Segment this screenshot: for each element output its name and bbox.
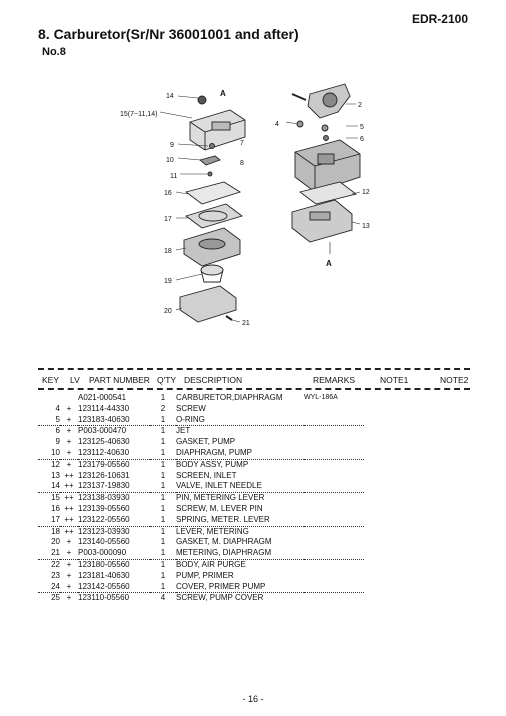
cell-desc: GASKET, PUMP — [176, 437, 236, 447]
table-header-rule — [38, 388, 470, 390]
cell-lv: + — [66, 559, 72, 569]
cell-lv: ++ — [64, 470, 74, 480]
pump-cover-part — [190, 96, 245, 150]
col-header-lv: LV — [70, 375, 80, 385]
svg-text:2: 2 — [358, 102, 362, 109]
cell-qty: 1 — [160, 393, 166, 402]
table-row — [38, 471, 364, 482]
cell-qty: 1 — [160, 570, 166, 580]
parts-table — [38, 393, 364, 604]
cell-qty: 1 — [150, 415, 176, 426]
cell-qty: 1 — [160, 437, 166, 447]
cell-remarks — [304, 437, 364, 448]
svg-text:15(7~11,14): 15(7~11,14) — [120, 111, 158, 118]
cell-desc: SCREW, PUMP COVER — [176, 593, 264, 603]
svg-text:8: 8 — [240, 160, 244, 167]
cell-desc: BODY, AIR PURGE — [176, 559, 246, 569]
cell-desc: PIN, METERING LEVER — [176, 493, 265, 503]
model-name: EDR-2100 — [411, 12, 468, 26]
table-row — [38, 526, 364, 537]
cell-qty: 1 — [150, 515, 176, 526]
cell-lv: + — [60, 415, 78, 426]
cell-remarks: WYL-186A — [304, 394, 338, 401]
cell-remarks — [304, 571, 364, 582]
cell-lv: + — [60, 448, 78, 459]
cell-lv: + — [66, 437, 72, 447]
cell-key: 14 — [38, 481, 60, 492]
svg-text:4: 4 — [275, 121, 279, 128]
table-row — [38, 504, 364, 515]
cell-qty: 1 — [160, 426, 166, 436]
cell-remarks — [304, 559, 364, 570]
table-row — [38, 437, 364, 448]
cell-part: 123181-40630 — [78, 570, 130, 580]
cell-key — [38, 393, 60, 404]
cell-remarks — [304, 537, 364, 548]
cell-desc: GASKET, M. DIAPHRAGM — [176, 537, 272, 547]
cell-desc: JET — [176, 426, 191, 436]
cell-lv: ++ — [60, 515, 78, 526]
cell-remarks — [304, 548, 364, 559]
cell-qty: 1 — [160, 559, 166, 569]
table-row — [38, 481, 364, 492]
svg-text:19: 19 — [164, 278, 172, 285]
svg-text:10: 10 — [166, 157, 174, 164]
cell-part: 123112-40630 — [78, 448, 150, 459]
cell-remarks — [304, 481, 364, 492]
col-header-note1: NOTE1 — [380, 375, 409, 385]
cell-qty: 1 — [160, 459, 166, 469]
exploded-parts-diagram — [120, 82, 390, 332]
cell-qty: 1 — [160, 470, 166, 480]
cell-lv — [60, 393, 78, 404]
col-header-key: KEY — [42, 375, 60, 385]
cell-key: 5 — [38, 415, 60, 426]
cell-lv: + — [66, 593, 72, 603]
pump-gaskets-right — [292, 182, 356, 242]
table-row — [38, 493, 364, 504]
cell-key: 17 — [38, 515, 60, 526]
cell-key: 6 — [55, 426, 60, 436]
cell-desc: PUMP, PRIMER — [176, 570, 234, 580]
cell-desc: BODY ASSY, PUMP — [176, 459, 249, 469]
table-row — [38, 393, 364, 404]
cell-desc: DIAPHRAGM, PUMP — [176, 448, 304, 459]
cell-desc: METERING, DIAPHRAGM — [176, 548, 304, 559]
cell-remarks — [304, 404, 364, 415]
cell-lv: + — [66, 537, 72, 547]
cell-lv: + — [66, 403, 72, 413]
cell-key: 22 — [51, 559, 60, 569]
cell-lv: + — [66, 570, 72, 580]
cell-part: A021-000541 — [78, 393, 127, 402]
cell-remarks — [304, 415, 364, 426]
cell-key: 9 — [55, 437, 60, 447]
cell-qty: 1 — [150, 448, 176, 459]
table-top-rule — [38, 368, 470, 370]
cell-lv: ++ — [60, 481, 78, 492]
cell-key: 13 — [51, 470, 60, 480]
svg-text:A: A — [220, 89, 226, 98]
cell-key: 16 — [51, 503, 60, 513]
cell-lv: + — [66, 459, 72, 469]
cell-key: 18 — [51, 526, 60, 536]
cell-desc: LEVER, METERING — [176, 526, 249, 536]
svg-text:18: 18 — [164, 248, 172, 255]
cell-desc: COVER, PRIMER PUMP — [176, 582, 304, 593]
cell-key: 10 — [38, 448, 60, 459]
cell-desc: CARBURETOR,DIAPHRAGM — [176, 393, 283, 402]
cell-key: 4 — [55, 403, 60, 413]
cell-qty: 1 — [160, 503, 166, 513]
svg-text:5: 5 — [360, 124, 364, 131]
cell-remarks — [304, 515, 364, 526]
table-row — [38, 404, 364, 415]
cell-lv: + — [66, 426, 72, 436]
svg-text:16: 16 — [164, 190, 172, 197]
cell-part: P003-000090 — [78, 548, 150, 559]
table-row — [38, 415, 364, 426]
svg-text:11: 11 — [170, 173, 178, 180]
cell-qty: 1 — [160, 493, 166, 503]
cell-remarks — [304, 582, 364, 593]
cell-remarks — [304, 471, 364, 482]
cell-part: 123140-05560 — [78, 537, 130, 547]
cell-qty: 1 — [160, 537, 166, 547]
cell-remarks — [304, 593, 364, 604]
cell-remarks — [304, 526, 364, 537]
svg-text:6: 6 — [360, 136, 364, 143]
cell-remarks — [304, 493, 364, 504]
cell-part: 123122-05560 — [78, 515, 150, 526]
cell-key: 25 — [51, 593, 60, 603]
svg-text:14: 14 — [166, 93, 174, 100]
cell-key: 20 — [51, 537, 60, 547]
cell-part: 123123-03930 — [78, 526, 130, 536]
cell-part: 123114-44330 — [78, 403, 130, 413]
cell-part: 123125-40630 — [78, 437, 130, 447]
cell-part: 123179-05560 — [78, 459, 130, 469]
col-header-part-number: PART NUMBER — [89, 375, 150, 385]
cell-desc: SCREEN, INLET — [176, 470, 237, 480]
cell-qty: 1 — [150, 548, 176, 559]
table-row — [38, 571, 364, 582]
page-subtitle: No.8 — [42, 46, 66, 58]
table-row — [38, 426, 364, 437]
svg-text:7: 7 — [240, 140, 244, 147]
cell-qty: 1 — [160, 526, 166, 536]
table-row — [38, 448, 364, 459]
cell-key: 12 — [51, 459, 60, 469]
cell-lv: ++ — [64, 493, 74, 503]
cell-qty: 2 — [160, 403, 166, 413]
cell-part: 123126-10631 — [78, 470, 130, 480]
col-header-remarks: REMARKS — [313, 375, 356, 385]
table-row — [38, 537, 364, 548]
table-row — [38, 515, 364, 526]
cell-remarks — [304, 504, 364, 515]
table-row — [38, 593, 364, 604]
cell-part: 123142-05560 — [78, 582, 150, 593]
cell-key: 15 — [51, 493, 60, 503]
cell-desc: SCREW — [176, 403, 206, 413]
table-row — [38, 559, 364, 570]
cell-remarks — [304, 448, 364, 459]
table-row — [38, 459, 364, 470]
svg-text:21: 21 — [242, 320, 250, 327]
cell-key: 24 — [38, 582, 60, 593]
page-number: - 16 - — [242, 694, 264, 704]
cell-qty: 1 — [150, 481, 176, 492]
table-row — [38, 548, 364, 559]
col-header-qty: Q'TY — [157, 375, 177, 385]
cell-qty: 4 — [160, 593, 166, 603]
cell-key: 23 — [51, 570, 60, 580]
cell-part: 123183-40630 — [78, 415, 150, 426]
cell-lv: + — [60, 548, 78, 559]
cell-part: 123138-03930 — [78, 493, 130, 503]
cell-lv: ++ — [64, 526, 74, 536]
cell-remarks — [304, 426, 364, 437]
svg-text:12: 12 — [362, 189, 370, 196]
cell-lv: ++ — [64, 503, 74, 513]
cell-desc: SCREW, M. LEVER PIN — [176, 503, 263, 513]
col-header-note2: NOTE2 — [440, 375, 469, 385]
table-row — [38, 582, 364, 593]
svg-text:A: A — [326, 259, 332, 268]
svg-text:17: 17 — [164, 216, 172, 223]
metering-stack-left — [180, 182, 242, 322]
svg-text:20: 20 — [164, 308, 172, 315]
cell-desc: O-RING — [176, 415, 304, 426]
cell-part: 123180-05560 — [78, 559, 130, 569]
cell-lv: + — [60, 582, 78, 593]
cell-qty: 1 — [150, 582, 176, 593]
cell-desc: SPRING, METER. LEVER — [176, 515, 304, 526]
col-header-description: DESCRIPTION — [184, 375, 243, 385]
cell-part: 123110-05560 — [78, 593, 130, 603]
cell-part: 123137-19830 — [78, 481, 150, 492]
cell-key: 21 — [38, 548, 60, 559]
cell-desc: VALVE, INLET NEEDLE — [176, 481, 304, 492]
page-title: 8. Carburetor(Sr/Nr 36001001 and after) — [38, 26, 299, 42]
svg-text:13: 13 — [362, 223, 370, 230]
cell-part: 123139-05560 — [78, 503, 130, 513]
svg-text:9: 9 — [170, 142, 174, 149]
cell-part: P003-000470 — [78, 426, 127, 436]
cell-remarks — [304, 459, 364, 470]
